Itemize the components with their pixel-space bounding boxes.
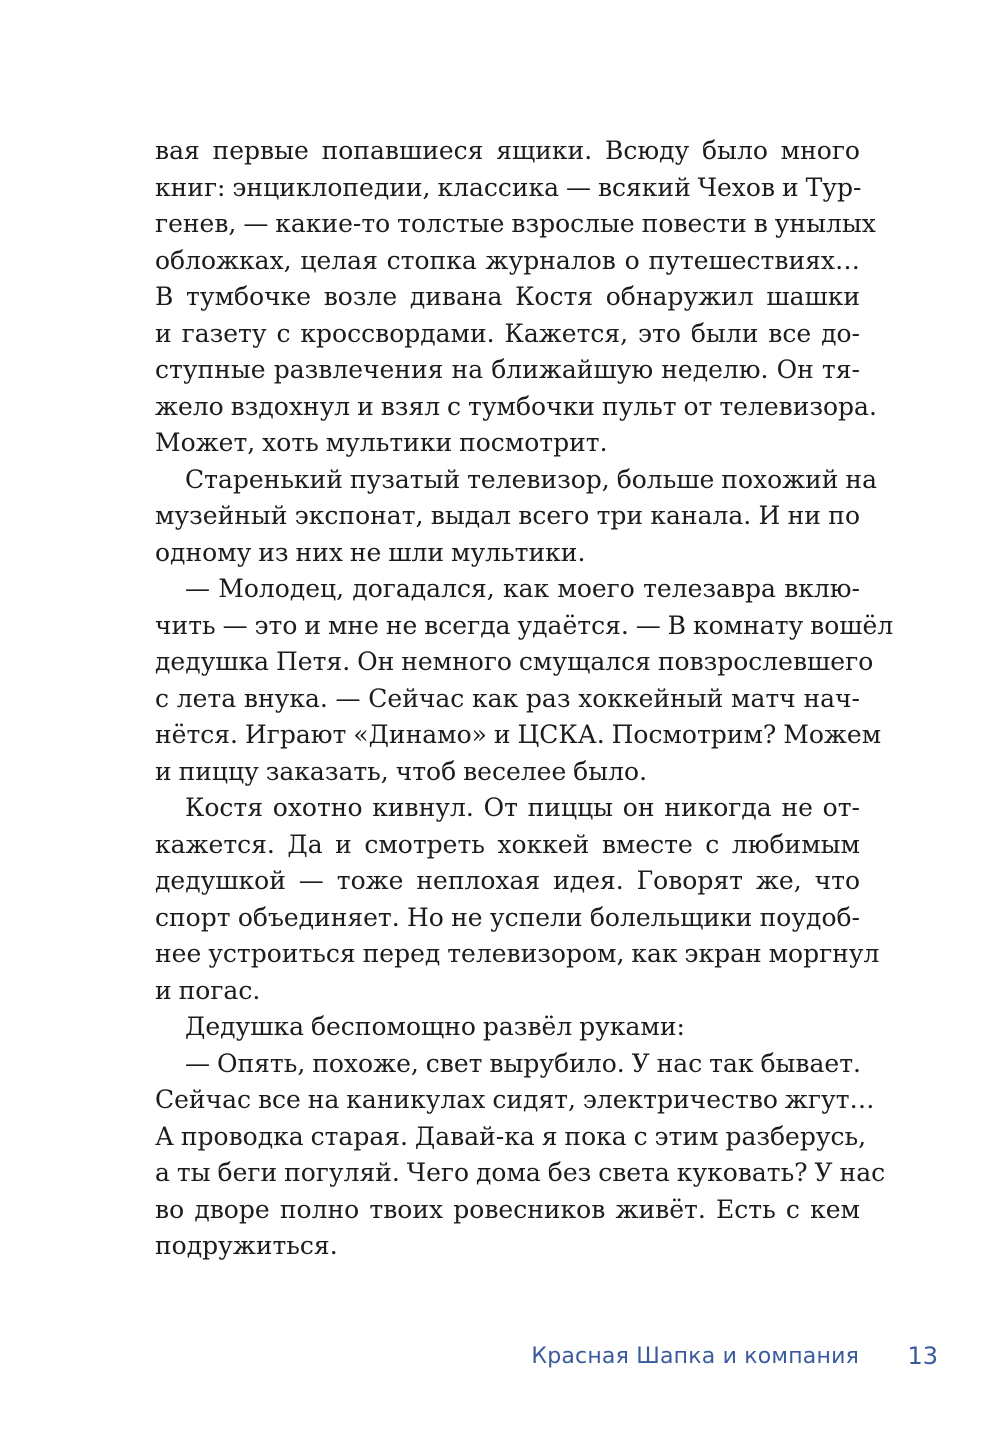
text-line: В тумбочке возле дивана Костя обнаружил шашки <box>155 282 860 311</box>
text-line: Сейчас все на каникулах сидят, электричество жгут… <box>155 1085 875 1114</box>
text-line: Может, хоть мультики посмотрит. <box>155 428 608 457</box>
paragraph <box>155 790 880 1009</box>
text-line: во дворе полно твоих ровесников живёт. Есть с кем <box>155 1194 860 1224</box>
paragraph <box>155 1009 860 1046</box>
paragraph <box>155 133 877 462</box>
text-line: и погас. <box>155 975 261 1005</box>
text-line: Костя охотно кивнул. От пиццы он никогда не от- <box>185 793 860 822</box>
text-line: кажется. Да и смотреть хоккей вместе с любимым <box>155 829 860 859</box>
paragraph <box>155 462 877 572</box>
text-line: и газету с кроссвордами. Кажется, это были все до- <box>155 318 860 348</box>
running-footer-title: Красная Шапка и компания <box>531 1344 859 1369</box>
body-text <box>155 133 894 1265</box>
text-line: — Молодец, догадался, как моего телезавра вклю- <box>185 574 860 603</box>
text-line: с лета внука. — Сейчас как раз хоккейный матч нач- <box>155 683 860 713</box>
page-footer <box>0 1338 1000 1378</box>
text-line: музейный экспонат, выдал всего три канала. И ни по <box>155 501 860 530</box>
paragraph <box>155 1046 886 1265</box>
text-line: — Опять, похоже, свет вырубило. У нас так бывает. <box>185 1048 861 1078</box>
text-line: нее устроиться перед телевизором, как экран моргнул <box>155 939 880 968</box>
text-line: А проводка старая. Давай-ка я пока с этим разберусь, <box>155 1121 867 1151</box>
text-line: и пиццу заказать, чтоб веселее было. <box>155 756 648 786</box>
text-line: спорт объединяет. Но не успели болельщики поудоб- <box>155 902 860 932</box>
text-line: книг: энциклопедии, классика — всякий Чехов и Тур- <box>155 172 862 202</box>
page-number: 13 <box>907 1342 938 1370</box>
text-line: генев, — какие-то толстые взрослые повести в унылых <box>155 209 876 238</box>
text-line: Старенький пузатый телевизор, больше похожий на <box>185 464 877 494</box>
text-line: чить — это и мне не всегда удаётся. — В комнату вошёл <box>155 610 894 640</box>
text-line: а ты беги погуляй. Чего дома без света куковать? У нас <box>155 1158 886 1187</box>
text-line: одному из них не шли мультики. <box>155 537 586 567</box>
text-line: дедушкой — тоже неплохая идея. Говорят же, что <box>155 866 860 895</box>
text-line: Дедушка беспомощно развёл руками: <box>185 1012 685 1041</box>
text-line: обложках, целая стопка журналов о путешествиях… <box>155 245 860 275</box>
text-line: подружиться. <box>155 1231 338 1260</box>
paragraph <box>155 571 894 790</box>
text-line: вая первые попавшиеся ящики. Всюду было много <box>155 136 860 165</box>
text-line: дедушка Петя. Он немного смущался повзрослевшего <box>155 647 874 676</box>
text-line: ступные развлечения на ближайшую неделю. Он тя- <box>155 355 860 384</box>
text-line: нётся. Играют «Динамо» и ЦСКА. Посмотрим? Можем <box>155 720 882 749</box>
text-line: жело вздохнул и взял с тумбочки пульт от телевизора. <box>155 391 877 421</box>
